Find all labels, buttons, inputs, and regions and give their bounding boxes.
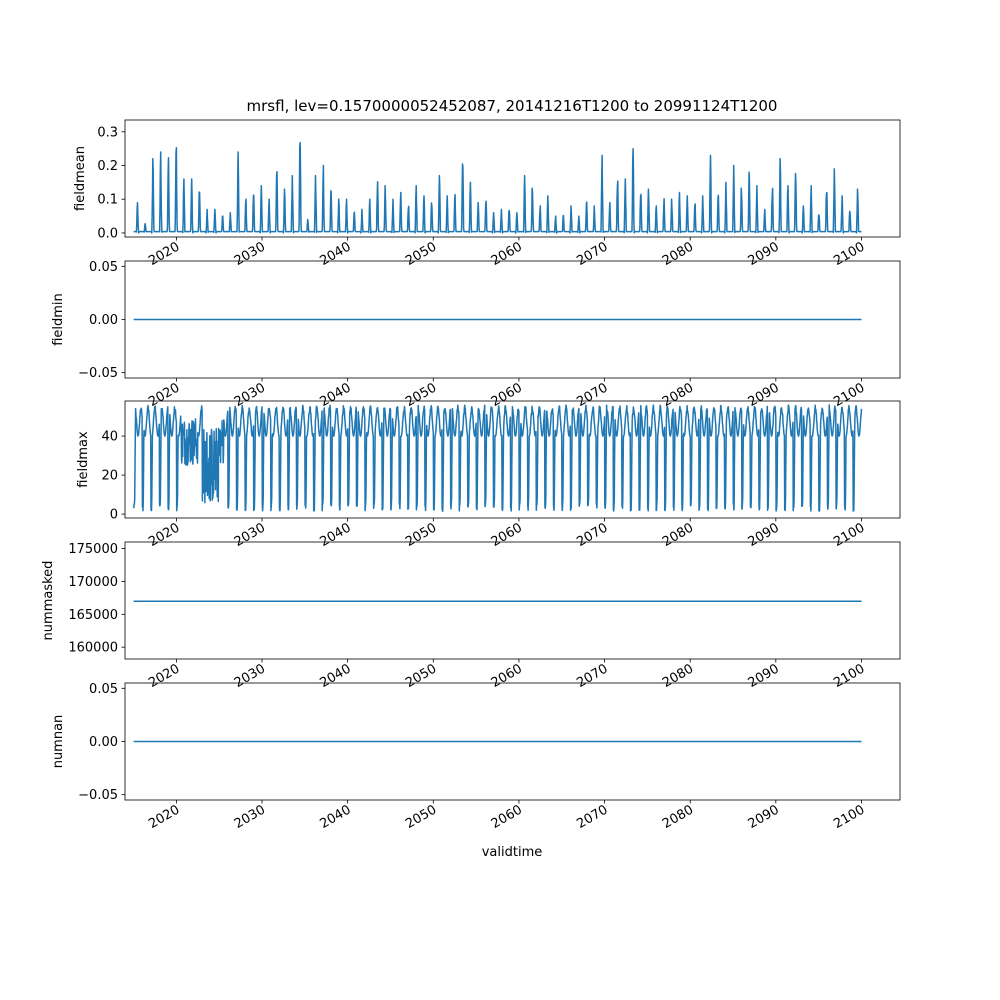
- x-tick-label: 2100: [831, 661, 868, 692]
- y-tick-label: 0.05: [89, 681, 118, 697]
- y-tick-label: 0.00: [89, 313, 118, 328]
- x-tick-label: 2020: [146, 802, 183, 833]
- y-tick-label: 175000: [68, 542, 118, 558]
- x-tick-label: 2030: [231, 661, 269, 692]
- x-tick-label: 2100: [831, 802, 868, 833]
- y-tick-label: 160000: [68, 640, 118, 656]
- x-tick-label: 2030: [231, 239, 269, 270]
- x-tick-label: 2100: [831, 520, 868, 551]
- x-tick-label: 2080: [660, 239, 697, 270]
- y-tick-label: 0.3: [97, 125, 118, 141]
- x-tick-label: 2080: [660, 520, 697, 551]
- chart-title: mrsfl, lev=0.1570000052452087, 20141216T1200 to 20991124T1200: [246, 97, 778, 115]
- x-tick-label: 2060: [488, 239, 525, 270]
- x-tick-label: 2100: [831, 380, 868, 411]
- x-tick-label: 2060: [488, 380, 525, 411]
- y-tick-label: 0.1: [97, 192, 118, 208]
- subplot-fieldmin: [51, 260, 900, 410]
- x-tick-label: 2080: [660, 661, 697, 692]
- x-tick-label: 2090: [745, 520, 782, 551]
- series-line-fieldmean: [134, 143, 862, 233]
- subplot-panels: [41, 120, 900, 832]
- y-tick-label: 0.00: [89, 735, 118, 750]
- y-tick-label: 0.05: [89, 259, 118, 275]
- y-tick-label: 170000: [68, 574, 118, 590]
- x-tick-label: 2060: [488, 802, 525, 833]
- x-tick-label: 2020: [146, 520, 183, 551]
- x-tick-label: 2040: [317, 802, 354, 833]
- y-axis-label: nummasked: [41, 560, 56, 641]
- y-axis-label: fieldmean: [73, 146, 88, 211]
- x-tick-label: 2070: [574, 239, 611, 270]
- x-tick-label: 2060: [488, 520, 525, 551]
- x-tick-label: 2040: [317, 239, 354, 270]
- y-tick-label: 165000: [68, 607, 118, 623]
- x-tick-label: 2070: [574, 661, 611, 692]
- x-tick-label: 2030: [231, 380, 269, 411]
- series-line-fieldmax: [134, 405, 862, 511]
- x-tick-label: 2020: [146, 380, 183, 411]
- x-tick-label: 2070: [574, 802, 611, 833]
- y-tick-label: −0.05: [78, 788, 118, 804]
- x-tick-label: 2030: [231, 802, 269, 833]
- x-tick-label: 2030: [231, 520, 269, 551]
- x-tick-label: 2090: [745, 239, 782, 270]
- subplot-fieldmean: [73, 120, 900, 269]
- x-tick-label: 2080: [660, 380, 697, 411]
- y-tick-label: 0: [109, 507, 118, 523]
- x-tick-label: 2040: [317, 520, 354, 551]
- y-tick-label: 20: [101, 468, 118, 484]
- x-tick-label: 2070: [574, 520, 611, 551]
- subplot-fieldmax: [76, 401, 900, 550]
- x-tick-label: 2020: [146, 239, 183, 270]
- x-axis-label: validtime: [481, 845, 543, 860]
- x-tick-label: 2040: [317, 661, 354, 692]
- x-tick-label: 2020: [146, 661, 183, 692]
- x-tick-label: 2090: [745, 661, 782, 692]
- x-tick-label: 2040: [317, 380, 354, 411]
- y-axis-label: fieldmax: [76, 431, 91, 488]
- y-axis-label: fieldmin: [51, 293, 66, 346]
- x-tick-label: 2060: [488, 661, 525, 692]
- axes-frame: [125, 120, 900, 237]
- y-tick-label: 0.2: [97, 159, 118, 175]
- subplot-numnan: [51, 682, 900, 832]
- x-tick-label: 2090: [745, 380, 782, 411]
- y-tick-label: −0.05: [78, 366, 118, 382]
- x-tick-label: 2080: [660, 802, 697, 833]
- x-tick-label: 2070: [574, 380, 611, 411]
- y-tick-label: 40: [101, 429, 118, 445]
- x-tick-label: 2090: [745, 802, 782, 833]
- subplot-nummasked: [41, 542, 900, 691]
- x-tick-label: 2050: [403, 661, 440, 692]
- y-axis-label: numnan: [51, 714, 66, 769]
- x-tick-label: 2050: [403, 520, 440, 551]
- x-tick-label: 2100: [831, 239, 868, 270]
- y-tick-label: 0.0: [97, 226, 118, 242]
- x-tick-label: 2050: [403, 802, 440, 833]
- x-tick-label: 2050: [403, 239, 440, 270]
- x-tick-label: 2050: [403, 380, 440, 411]
